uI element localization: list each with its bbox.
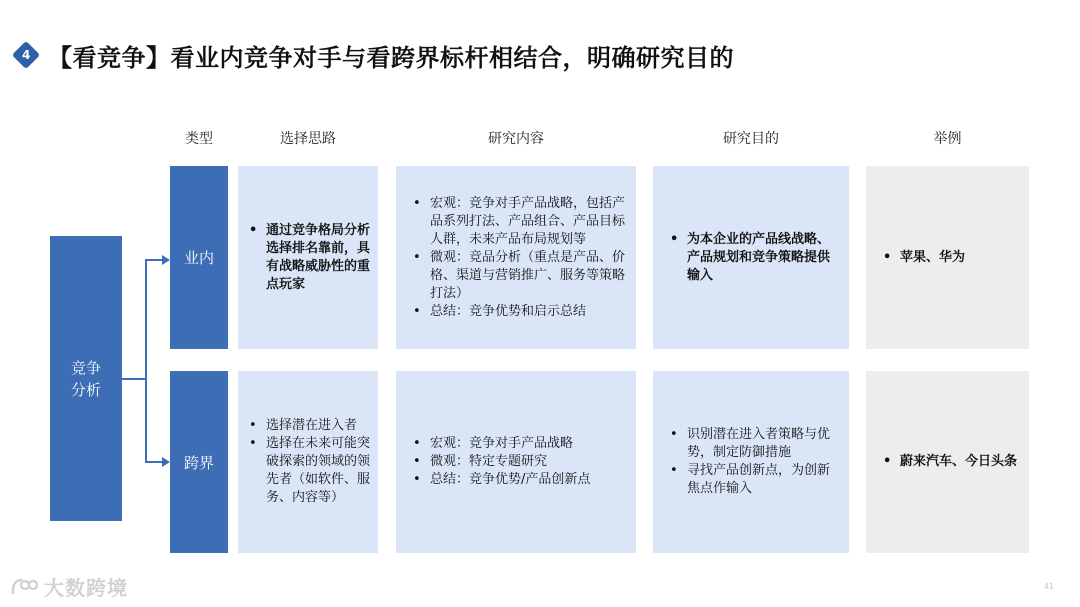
watermark-logo [10, 572, 128, 601]
row2-content-cell [396, 371, 636, 553]
row1-content-micro: • 微观：竞品分析（重点是产品、价格、渠道与营销推广、服务等策略打法） [430, 249, 630, 303]
arrow-row1-icon [162, 255, 170, 265]
slide-title-bar [16, 38, 734, 72]
row2-purpose-item-1: • 识别潜在进入者策略与优势，制定防御措施 [687, 426, 841, 462]
arrow-row2-icon [162, 457, 170, 467]
row2-purpose-cell [653, 371, 849, 553]
row1-example-item: • 苹果、华为 [900, 249, 965, 267]
logo-text: 大数跨境 [44, 576, 128, 600]
row2-content-summary: • 总结：竞争优势/产品创新点 [430, 471, 590, 489]
row1-purpose-item: • 为本企业的产品线战略、产品规划和竞争策略提供输入 [687, 231, 841, 285]
row2-approach-cell [238, 371, 378, 553]
row1-content-macro: • 宏观：竞争对手产品战略，包括产品系列打法、产品组合、产品目标人群，未来产品布局规划等 [430, 195, 630, 249]
root-competition-analysis [50, 236, 122, 521]
logo-icon [10, 576, 38, 598]
badge-number: 4 [21, 47, 31, 62]
header-type: 类型 [185, 131, 213, 147]
page-number: 41 [1043, 582, 1054, 591]
connector-vertical [145, 259, 147, 463]
type-box-industry: 业内 [170, 166, 228, 349]
row1-content-cell [396, 166, 636, 349]
row2-content-macro: • 宏观：竞争对手产品战略 [430, 435, 590, 453]
row1-purpose-cell [653, 166, 849, 349]
row1-approach-item: • 通过竞争格局分析选择排名靠前，具有战略威胁性的重点玩家 [266, 222, 370, 294]
row2-purpose-item-2: • 寻找产品创新点，为创新焦点作输入 [687, 462, 841, 498]
slide-title: 【看竞争】看业内竞争对手与看跨界标杆相结合，明确研究目的 [48, 43, 734, 72]
row2-approach-item-1: • 选择潜在进入者 [266, 417, 370, 435]
header-example: 举例 [933, 131, 962, 147]
connector-root [122, 378, 146, 380]
row1-content-summary: • 总结：竞争优势和启示总结 [430, 303, 630, 321]
root-label-line1: 竞争 [70, 358, 101, 377]
row1-example-cell [866, 166, 1029, 349]
row1-approach-cell [238, 166, 378, 349]
header-approach: 选择思路 [280, 131, 336, 147]
connector-to-row1 [145, 259, 163, 261]
type-box-crossover: 跨界 [170, 371, 228, 553]
header-purpose: 研究目的 [723, 131, 779, 147]
header-content: 研究内容 [488, 131, 544, 147]
row2-example-item: • 蔚来汽车、今日头条 [900, 453, 1017, 471]
row2-example-cell [866, 371, 1029, 553]
row2-content-micro: • 微观：特定专题研究 [430, 453, 590, 471]
root-label-line2: 分析 [70, 380, 101, 399]
number-badge [12, 41, 40, 69]
row2-approach-item-2: • 选择在未来可能突破探索的领域的领先者（如软件、服务、内容等） [266, 435, 370, 507]
connector-to-row2 [145, 461, 163, 463]
